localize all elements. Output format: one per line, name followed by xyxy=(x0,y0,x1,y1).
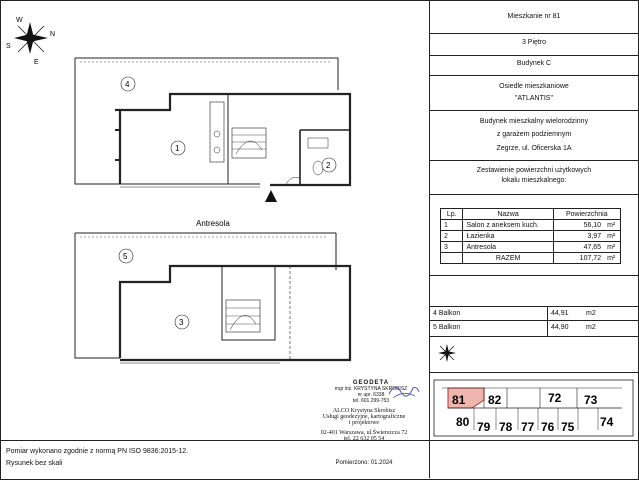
stamp-title: GEODETA xyxy=(352,380,390,386)
stamp-line-2: nr upr. 6338 xyxy=(357,392,385,398)
key-80: 80 xyxy=(456,415,470,429)
norm-note: Pomiar wykonano zgodnie z normą PN ISO 9836:2015-12. xyxy=(6,448,189,455)
key-75: 75 xyxy=(561,420,575,434)
floor-plan xyxy=(60,50,360,370)
table-total-row: RAZEM 107,72 m² xyxy=(441,253,621,264)
stamp-line-3: tel. 601 299-753 xyxy=(352,398,390,404)
compass-e: E xyxy=(34,59,39,66)
company-name: ALCO Krystyna Skrobisz xyxy=(332,408,396,414)
key-74: 74 xyxy=(600,415,614,429)
balcony-4-unit: m2 xyxy=(586,310,596,317)
company-line-1: Usługi geodezyjne, kartograficzne xyxy=(322,414,406,420)
compass-rose-icon xyxy=(4,14,62,66)
compass-small-icon xyxy=(436,342,458,364)
estate-label: Osiedle mieszkaniowe xyxy=(499,83,569,90)
room-number-1: 1 xyxy=(175,144,180,153)
unit-number: Mieszkanie nr 81 xyxy=(507,13,561,20)
summary-title-2: lokalu mieszkalnego: xyxy=(501,177,567,184)
col-area: Powierzchnia xyxy=(553,209,620,220)
balcony-5-label: 5 Balkon xyxy=(433,324,461,331)
key-79: 79 xyxy=(477,420,491,434)
company-block xyxy=(300,408,428,442)
company-line-2: i projektowe xyxy=(348,420,380,426)
balcony-5-unit: m2 xyxy=(586,324,596,331)
floor: 3 Piętro xyxy=(521,39,547,46)
compass-s: S xyxy=(6,43,11,50)
company-phone: tel. 22 632 05 54 xyxy=(343,436,385,442)
stamp-line-1: mgr inż. KRYSTYNA SKROBISZ xyxy=(334,386,408,392)
company-address: 02-401 Warszawa, ul.Świerszcza 72 xyxy=(320,430,408,436)
balcony-4-area: 44,91 xyxy=(551,310,569,317)
table-row: 3 Antresola 47,65 m² xyxy=(441,242,621,253)
key-plan xyxy=(432,378,635,438)
building: Budynek C xyxy=(516,60,552,67)
balcony-5-area: 44,90 xyxy=(551,324,569,331)
room-number-4: 4 xyxy=(125,80,130,89)
col-lp: Lp. xyxy=(441,209,463,220)
entrance-arrow-icon xyxy=(265,190,277,202)
upper-plan xyxy=(75,58,350,187)
room-number-3: 3 xyxy=(179,318,184,327)
key-76: 76 xyxy=(541,420,555,434)
table-header-row xyxy=(441,209,621,220)
column-divider xyxy=(429,0,430,478)
scale-note: Rysunek bez skali xyxy=(6,460,63,467)
key-82: 82 xyxy=(488,393,502,407)
room-number-2: 2 xyxy=(326,161,331,170)
summary-title-1: Zestawienie powierzchni użytkowych xyxy=(476,167,592,174)
col-name: Nazwa xyxy=(463,209,553,220)
key-77: 77 xyxy=(521,420,535,434)
compass-w: W xyxy=(16,17,23,24)
antresola-label: Antresola xyxy=(196,219,230,228)
address: Zegrze, ul. Oficerska 1A xyxy=(496,145,572,152)
measured-date: Pomierzono: 01.2024 xyxy=(335,460,393,466)
table-row: 2 Łazienka 3,97 m² xyxy=(441,231,621,242)
area-table xyxy=(440,208,621,264)
key-81: 81 xyxy=(452,393,466,407)
lower-plan xyxy=(75,233,350,363)
compass-n: N xyxy=(50,31,56,38)
key-78: 78 xyxy=(499,420,513,434)
signature xyxy=(385,380,421,402)
table-row: 1 Salon z aneksem kuch. 56,10 m² xyxy=(441,220,621,231)
building-type-1: Budynek mieszkalny wielorodzinny xyxy=(479,118,589,125)
key-72: 72 xyxy=(548,391,562,405)
balcony-4-label: 4 Balkon xyxy=(433,310,461,317)
key-73: 73 xyxy=(584,393,598,407)
room-number-5: 5 xyxy=(123,252,128,261)
building-type-2: z garażem podziemnym xyxy=(496,131,572,138)
estate-name: "ATLANTIS" xyxy=(515,95,553,102)
